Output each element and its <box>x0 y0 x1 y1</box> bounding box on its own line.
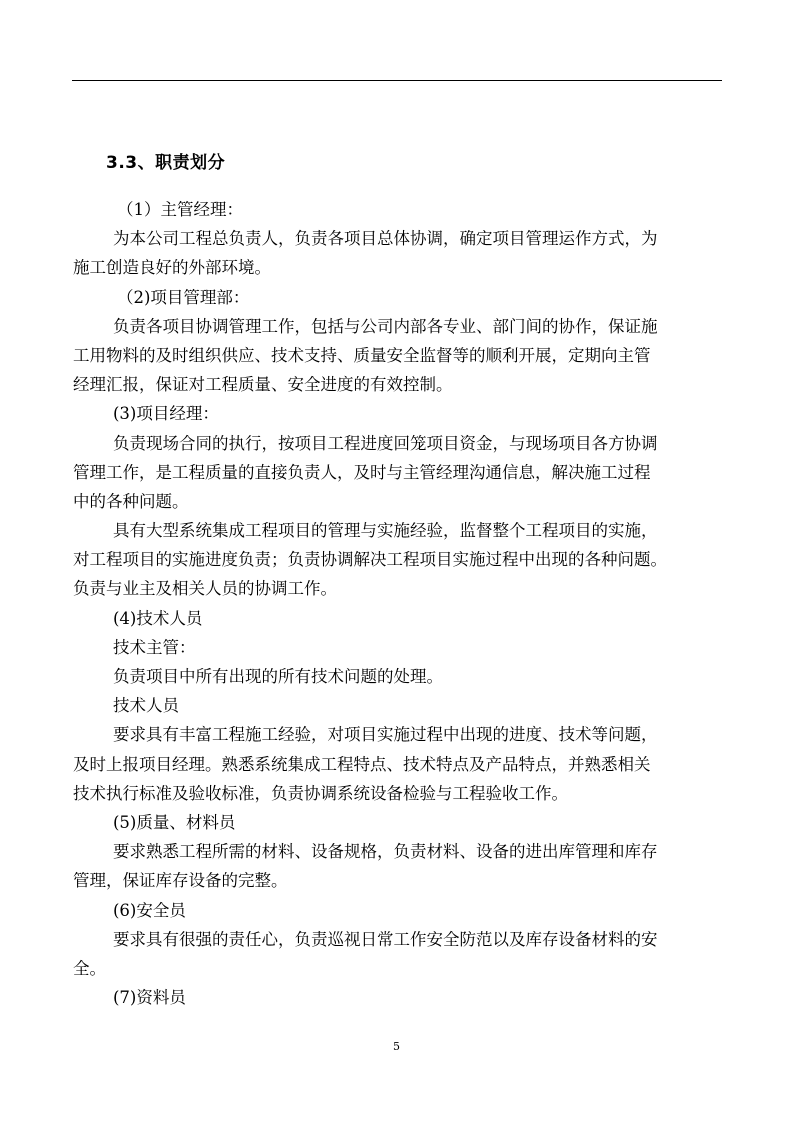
text-line: 技术人员 <box>113 696 179 716</box>
text-line: 负责各项目协调管理工作，包括与公司内部各专业、部门间的协作，保证施 <box>113 316 658 336</box>
text-line: 负责现场合同的执行，按项目工程进度回笼项目资金，与现场项目各方协调 <box>113 433 658 453</box>
text-line: 对工程项目的实施进度负责；负责协调解决工程项目实施过程中出现的各种问题。 <box>73 550 667 570</box>
page-number: 5 <box>393 1040 400 1053</box>
text-line: 管理工作，是工程质量的直接负责人，及时与主管经理沟通信息，解决施工过程 <box>73 462 651 482</box>
text-line: 全。 <box>73 958 106 978</box>
text-line: 要求熟悉工程所需的材料、设备规格，负责材料、设备的进出库管理和库存 <box>113 842 658 862</box>
text-line: 为本公司工程总负责人，负责各项目总体协调，确定项目管理运作方式，为 <box>113 229 658 249</box>
text-line: (7)资料员 <box>113 988 186 1008</box>
body-text <box>73 195 723 1012</box>
text-line: 施工创造良好的外部环境。 <box>73 258 271 278</box>
text-line: 负责项目中所有出现的所有技术问题的处理。 <box>113 667 443 686</box>
text-line: （1）主管经理： <box>117 200 243 219</box>
text-line: (5)质量、材料员 <box>113 812 236 832</box>
text-line: 技术执行标准及验收标准，负责协调系统设备检验与工程验收工作。 <box>73 783 568 803</box>
text-line: 要求具有很强的责任心，负责巡视日常工作安全防范以及库存设备材料的安 <box>113 929 658 949</box>
text-line: 经理汇报，保证对工程质量、安全进度的有效控制。 <box>73 375 453 395</box>
text-line: (3)项目经理： <box>113 404 219 424</box>
text-line: 及时上报项目经理。熟悉系统集成工程特点、技术特点及产品特点，并熟悉相关 <box>73 754 651 774</box>
text-line: 中的各种问题。 <box>73 491 189 511</box>
text-line: （2)项目管理部： <box>117 287 250 307</box>
text-line: 管理，保证库存设备的完整。 <box>73 871 288 891</box>
text-line: 负责与业主及相关人员的协调工作。 <box>73 579 337 599</box>
text-line: 要求具有丰富工程施工经验，对项目实施过程中出现的进度、技术等问题， <box>113 725 658 745</box>
text-line: 工用物料的及时组织供应、技术支持、质量安全监督等的顺利开展，定期向主管 <box>73 345 651 365</box>
header-rule <box>72 80 722 81</box>
text-line: 具有大型系统集成工程项目的管理与实施经验，监督整个工程项目的实施， <box>113 521 658 541</box>
text-line: 技术主管： <box>113 637 196 657</box>
text-line: (4)技术人员 <box>113 608 203 628</box>
text-line: (6)安全员 <box>113 900 186 920</box>
section-heading: 3.3、职责划分 <box>106 153 226 173</box>
